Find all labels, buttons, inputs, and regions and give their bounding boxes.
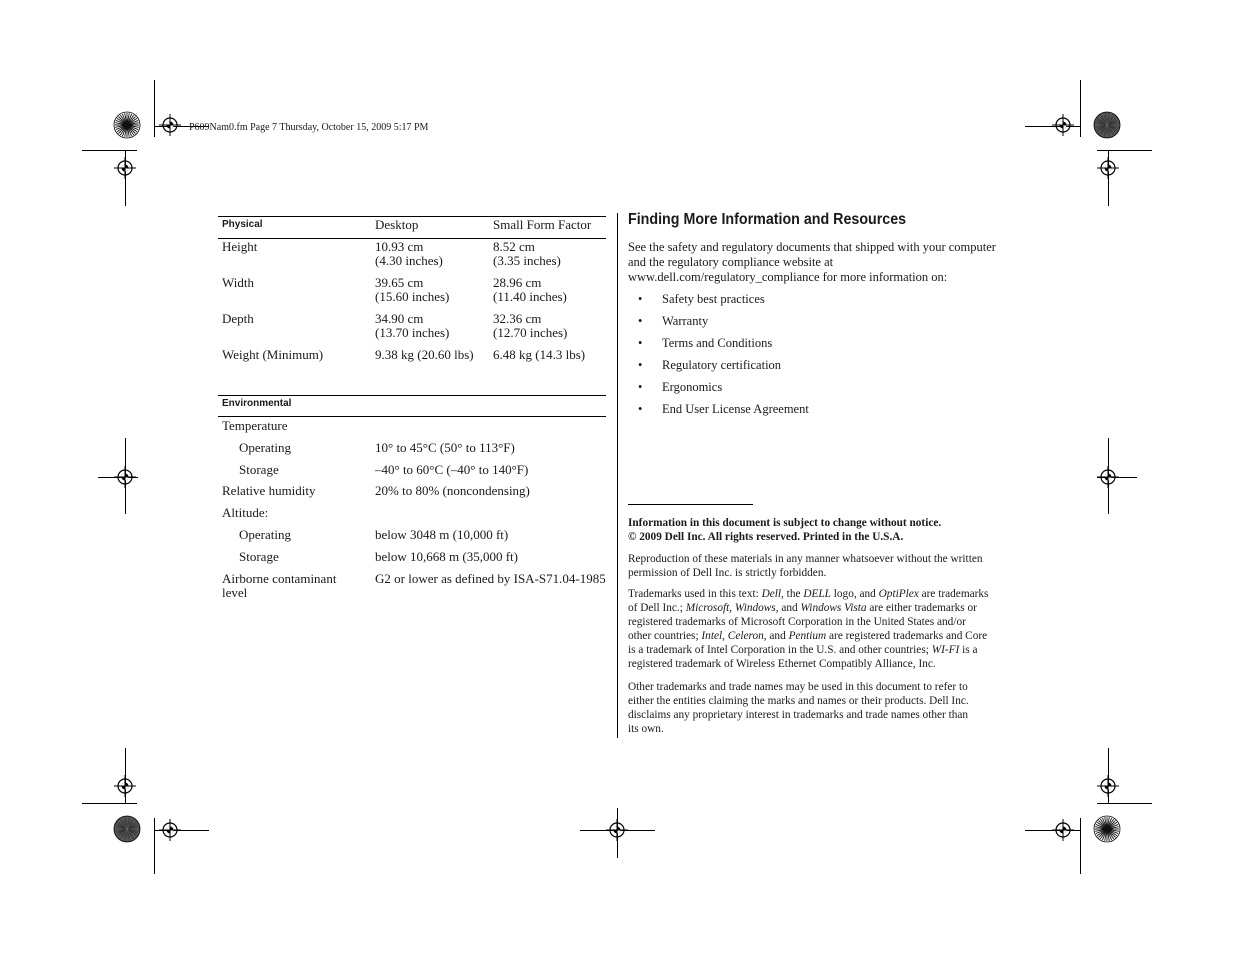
- table-row-label: Weight (Minimum): [222, 347, 324, 362]
- table-row-label: Operating: [239, 527, 291, 542]
- table-cell: 28.96 cm (11.40 inches): [493, 275, 567, 304]
- footnote-rule: [628, 504, 753, 505]
- environmental-header: Environmental: [222, 398, 292, 409]
- table-cell: 32.36 cm (12.70 inches): [493, 311, 568, 340]
- table-row-label: Storage: [239, 462, 279, 477]
- table-cell: 20% to 80% (noncondensing): [375, 483, 530, 498]
- table-cell: 6.48 kg (14.3 lbs): [493, 347, 586, 362]
- change-notice: Information in this document is subject to change without notice. © 2009 Dell Inc. All rights reserved. Printed in the U.S.A.: [628, 517, 942, 543]
- desktop-header: Desktop: [375, 217, 419, 232]
- reproduction-notice: Reproduction of these materials in any manner whatsoever without the written permission of Dell Inc. is strictly forbidden.: [628, 553, 983, 579]
- table-cell: –40° to 60°C (–40° to 140°F): [375, 462, 529, 477]
- table-cell: 39.65 cm (15.60 inches): [375, 275, 450, 304]
- table-row-label: Height: [222, 239, 258, 254]
- table-row-label: Storage: [239, 549, 279, 564]
- table-cell: 10° to 45°C (50° to 113°F): [375, 440, 515, 455]
- table-row-label: Width: [222, 275, 254, 290]
- table-cell: 10.93 cm (4.30 inches): [375, 239, 443, 268]
- table-cell: 8.52 cm (3.35 inches): [493, 239, 561, 268]
- intro-paragraph: See the safety and regulatory documents that shipped with your computer and the regulatory compliance website at www.dell.com/regulatory_compliance for more information on:: [628, 240, 996, 284]
- table-row-label: Depth: [222, 311, 254, 326]
- file-header: P609Nam0.fm Page 7 Thursday, October 15, 2009 5:17 PM: [189, 122, 429, 133]
- table-row-label: Altitude:: [222, 505, 269, 520]
- table-row-label: Temperature: [222, 418, 288, 433]
- table-row-label: Airborne contaminant level: [222, 571, 337, 600]
- physical-header: Physical: [222, 219, 263, 230]
- table-cell: 9.38 kg (20.60 lbs): [375, 347, 474, 362]
- table-cell: below 10,668 m (35,000 ft): [375, 549, 518, 564]
- sff-header: Small Form Factor: [493, 217, 592, 232]
- table-cell: 34.90 cm (13.70 inches): [375, 311, 450, 340]
- table-cell: G2 or lower as defined by ISA-S71.04-1985: [375, 571, 606, 586]
- section-heading: Finding More Information and Resources: [628, 211, 907, 228]
- table-row-label: Relative humidity: [222, 483, 316, 498]
- trademarks-paragraph: Trademarks used in this text: Dell, the DELL logo, and OptiPlex are trademarks of Dell Inc.; Microsoft, Windows, and Windows Vista are either trademarks or registered trademarks of Microsoft Corporation in the United States and/or other countries; Intel, Celeron, and Pentium are registered trademarks and Core is a trademark of Intel Corporation in the U.S. and other countries; WI-FI is a registered trademark of Wireless Ethernet Compatibly Alliance, Inc.: [628, 588, 989, 670]
- other-trademarks-paragraph: Other trademarks and trade names may be used in this document to refer to either the entities claiming the marks and names or their products. Dell Inc. disclaims any proprietary interest in trademarks and trade names other than its own.: [628, 681, 969, 735]
- table-row-label: Operating: [239, 440, 291, 455]
- column-divider: [617, 213, 618, 738]
- table-cell: below 3048 m (10,000 ft): [375, 527, 509, 542]
